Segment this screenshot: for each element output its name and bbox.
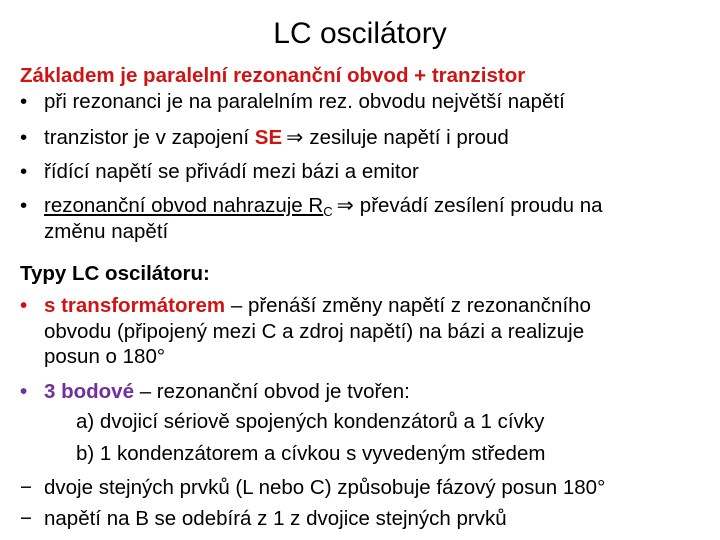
- dash-2: −: [20, 507, 32, 530]
- type-transformer-label: s transformátorem: [44, 294, 226, 317]
- rc-subscript: C: [323, 204, 333, 219]
- type-transformer: [44, 294, 591, 318]
- type-three-point: [44, 380, 410, 404]
- bullet-2: •: [20, 126, 28, 149]
- type-three-point-text: – rezonanční obvod je tvořen:: [139, 380, 410, 403]
- bullet-4: •: [20, 194, 28, 217]
- item-4-text-pre: [44, 194, 333, 217]
- section1-item-1: při rezonanci je na paralelním rez. obvodu největší napětí: [44, 90, 565, 113]
- type-transformer-continuation-2: posun o 180°: [44, 345, 166, 368]
- bullet-1: •: [20, 90, 28, 113]
- three-point-option-b: b) 1 kondenzátorem a cívkou s vyvedeným středem: [76, 442, 546, 465]
- three-point-option-a: a) dvojicí sériově spojených kondenzátorů a 1 cívky: [76, 410, 545, 433]
- section1-item-2: [44, 126, 509, 150]
- type-transformer-continuation-1: obvodu (připojený mezi C a zdroj napětí) na bázi a realizuje: [44, 320, 585, 343]
- section1-item-3: řídící napětí se přivádí mezi bázi a emitor: [44, 160, 419, 183]
- item-2-text-post: zesiluje napětí i proud: [309, 126, 509, 149]
- rc-label: rezonanční obvod nahrazuje R: [44, 194, 324, 217]
- note-phase-shift: dvoje stejných prvků (L nebo C) způsobuje fázový posun 180°: [44, 476, 606, 499]
- implies-arrow-icon: ⇒: [286, 126, 304, 149]
- note-base-voltage: napětí na B se odebírá z 1 z dvojice stejných prvků: [44, 507, 507, 530]
- type-transformer-text: – přenáší změny napětí z rezonančního: [230, 294, 591, 317]
- section2-heading: Typy LC oscilátoru:: [20, 262, 210, 285]
- bullet-type-2: •: [20, 380, 28, 403]
- bullet-type-1: •: [20, 294, 28, 317]
- se-term: SE: [254, 126, 283, 149]
- slide-title: LC oscilátory: [273, 17, 447, 50]
- dash-1: −: [20, 476, 32, 499]
- bullet-3: •: [20, 160, 28, 183]
- item-2-text-pre: tranzistor je v zapojení: [44, 126, 255, 149]
- item-4-text-post: převádí zesílení proudu na: [359, 194, 603, 217]
- type-three-point-label: 3 bodové: [44, 380, 134, 403]
- section1-heading: Základem je paralelní rezonanční obvod + tranzistor: [20, 64, 526, 87]
- section1-item-4-continuation: změnu napětí: [44, 220, 169, 243]
- implies-arrow-icon: ⇒: [336, 194, 354, 217]
